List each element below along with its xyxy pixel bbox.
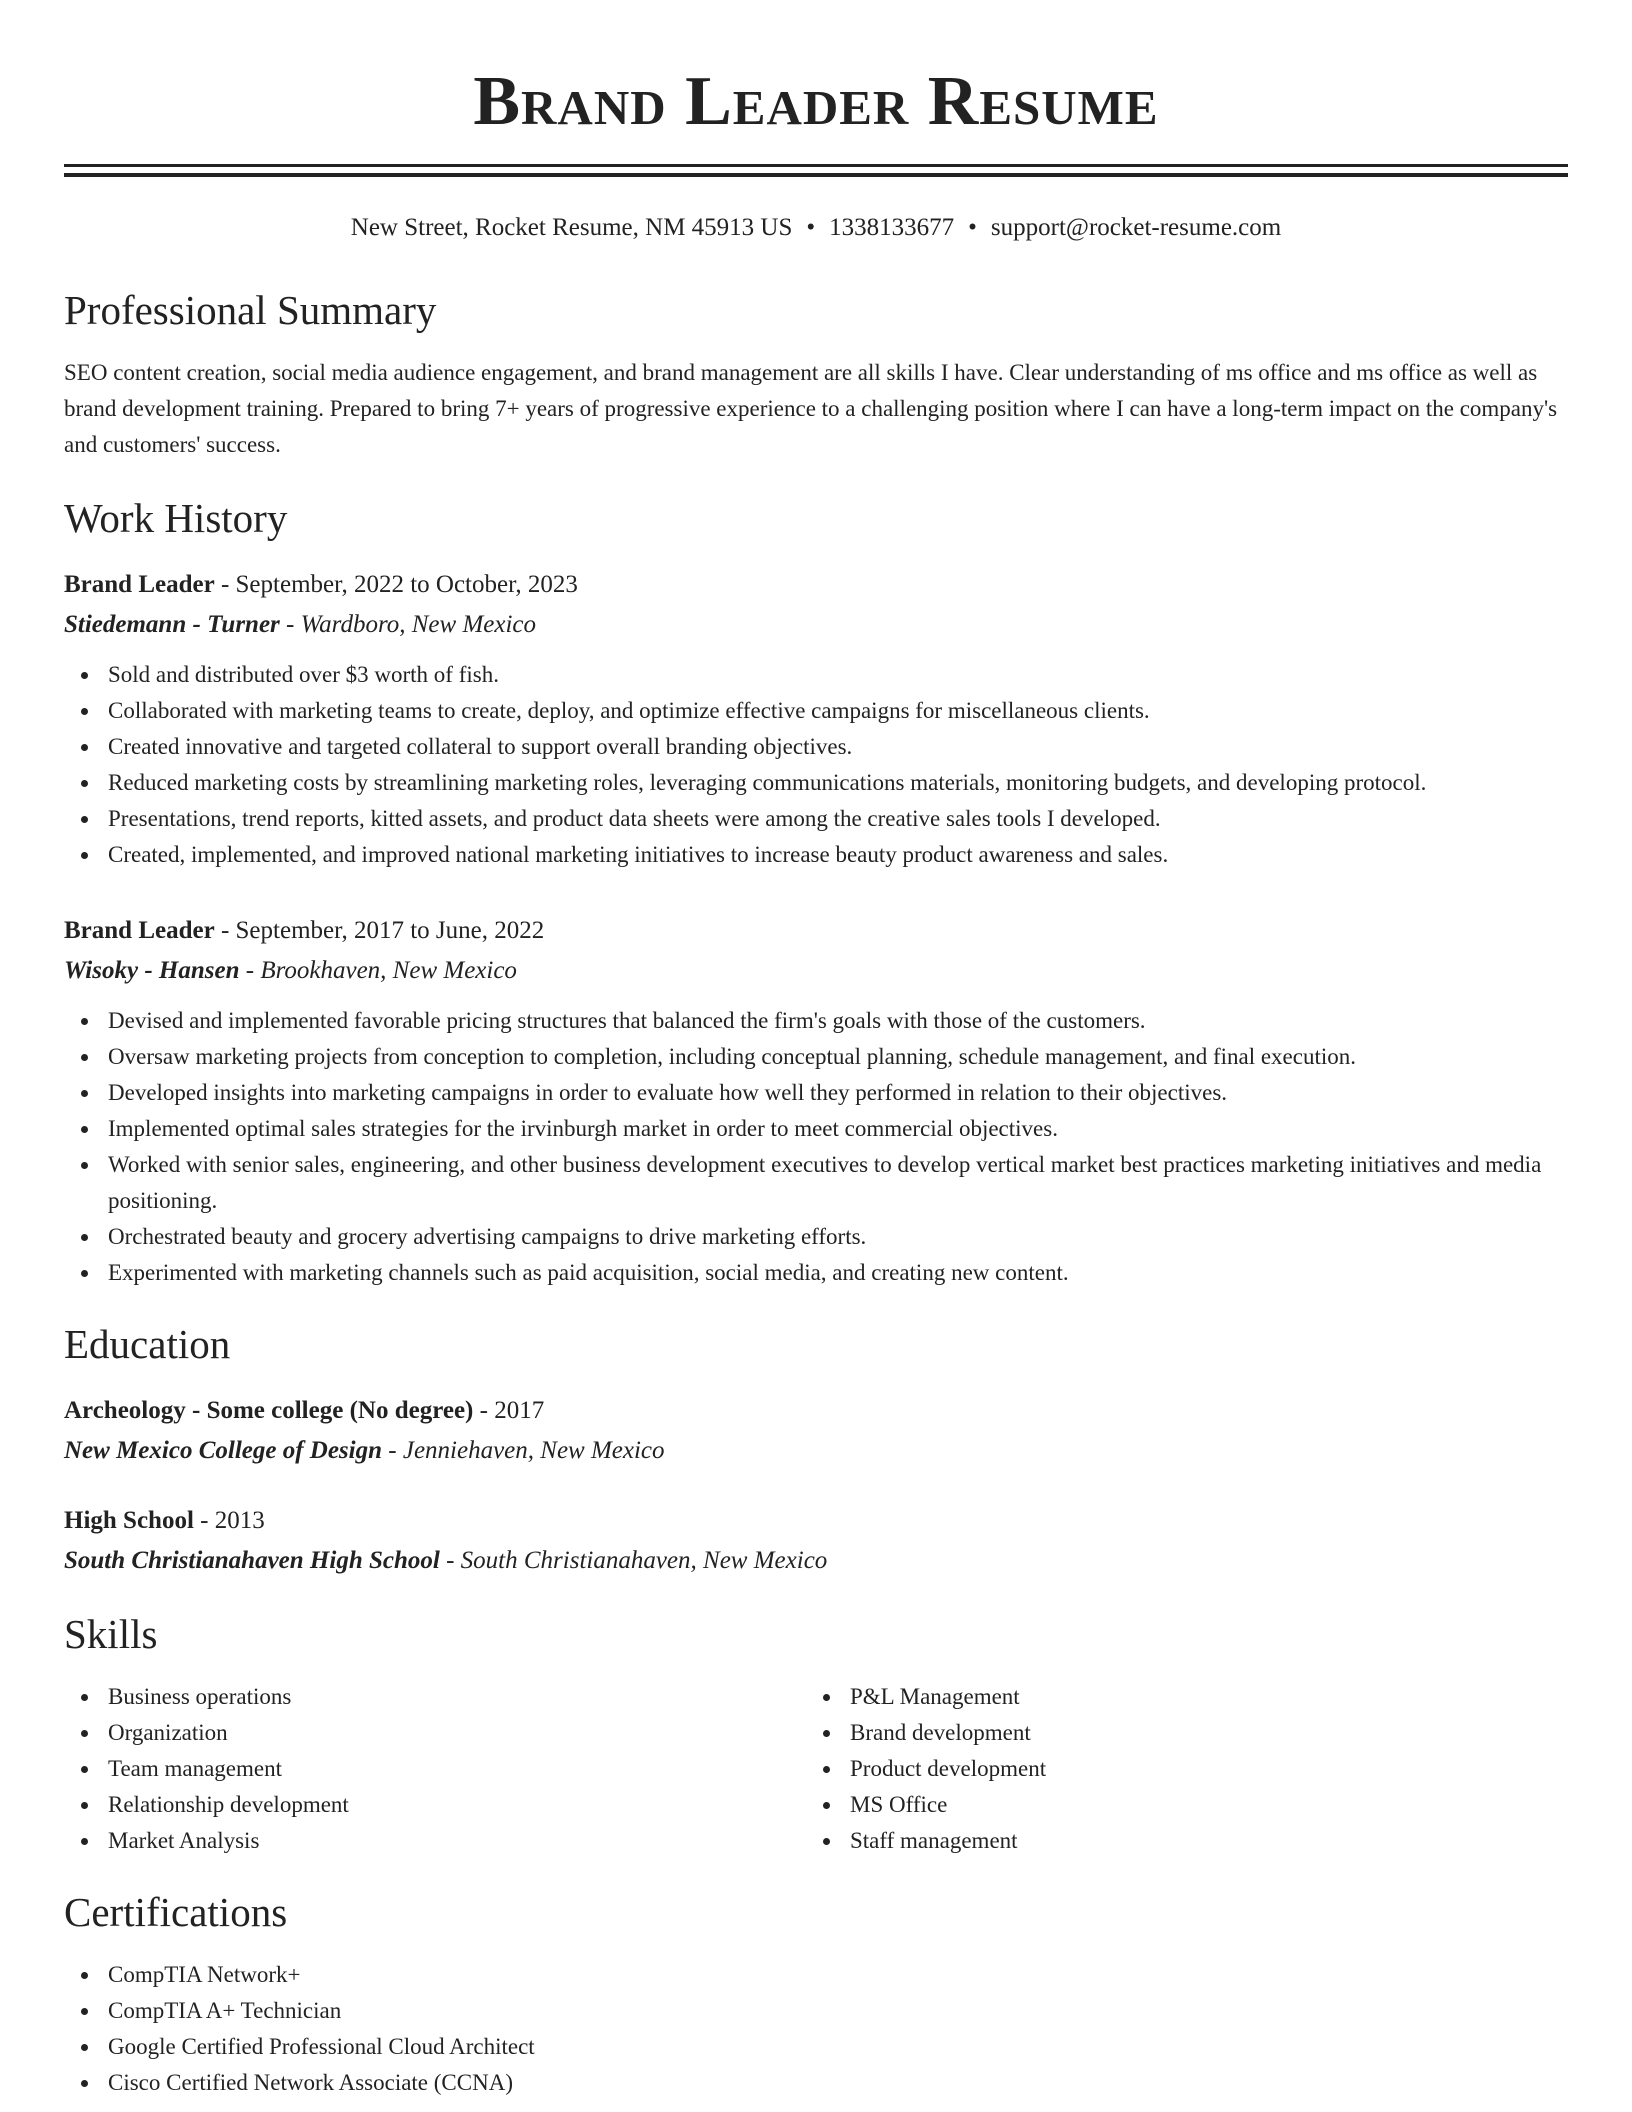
certifications-heading: Certifications xyxy=(64,1889,288,1935)
skill-item: Staff management xyxy=(806,1823,1548,1859)
resume-title: Brand Leader Resume xyxy=(473,63,1159,140)
school-line: New Mexico College of Design - Jenniehaven, New Mexico xyxy=(64,1437,665,1464)
skill-item: P&L Management xyxy=(806,1679,1548,1715)
contact-line xyxy=(64,211,1568,245)
job-title-line: Brand Leader - September, 2022 to October, 2023 xyxy=(64,571,578,598)
skills-grid xyxy=(64,1679,1568,1859)
skill-item: Product development xyxy=(806,1751,1548,1787)
skill-item: Organization xyxy=(64,1715,806,1751)
job-bullet: Orchestrated beauty and grocery advertising campaigns to drive marketing efforts. xyxy=(64,1219,1568,1255)
job-bullet: Implemented optimal sales strategies for the irvinburgh market in order to meet commercial objectives. xyxy=(64,1111,1568,1147)
education-entry xyxy=(64,1391,1568,1471)
skill-item: Team management xyxy=(64,1751,806,1787)
job-entry xyxy=(64,911,1568,1291)
summary-heading: Professional Summary xyxy=(64,287,437,333)
contact-address: New Street, Rocket Resume, NM 45913 US xyxy=(350,214,793,241)
contact-email: support@rocket-resume.com xyxy=(990,214,1282,241)
job-bullet: Worked with senior sales, engineering, and other business development executives to develop vertical market best practices marketing initiatives and media positioning. xyxy=(64,1147,1568,1219)
school-location: South Christianahaven, New Mexico xyxy=(460,1547,828,1574)
certification-item: CompTIA A+ Technician xyxy=(64,1993,1568,2029)
employer-line: Stiedemann - Turner - Wardboro, New Mexico xyxy=(64,611,536,638)
contact-separator: • xyxy=(806,214,816,241)
employer-location: Brookhaven, New Mexico xyxy=(260,957,517,984)
skill-item: Business operations xyxy=(64,1679,806,1715)
skill-item: MS Office xyxy=(806,1787,1548,1823)
job-bullet: Oversaw marketing projects from conception to completion, including conceptual planning, schedule management, and final execution. xyxy=(64,1039,1568,1075)
certification-item: Cisco Certified Network Associate (CCNA) xyxy=(64,2065,1568,2101)
degree-name: High School xyxy=(64,1507,194,1534)
job-dates: September, 2022 to October, 2023 xyxy=(235,571,578,598)
skill-item: Relationship development xyxy=(64,1787,806,1823)
education-heading: Education xyxy=(64,1321,231,1367)
job-bullet: Experimented with marketing channels such as paid acquisition, social media, and creating new content. xyxy=(64,1255,1568,1291)
job-bullet: Presentations, trend reports, kitted assets, and product data sheets were among the creative sales tools I developed. xyxy=(64,801,1568,837)
school-line: South Christianahaven High School - South Christianahaven, New Mexico xyxy=(64,1547,828,1574)
degree-line: Archeology - Some college (No degree) - 2017 xyxy=(64,1397,545,1424)
job-title-line: Brand Leader - September, 2017 to June, 2022 xyxy=(64,917,545,944)
certification-item: Google Certified Professional Cloud Architect xyxy=(64,2029,1568,2065)
employer-name: Stiedemann - Turner xyxy=(64,611,280,638)
school-name: South Christianahaven High School xyxy=(64,1547,440,1574)
certification-item: CompTIA Network+ xyxy=(64,1957,1568,1993)
job-bullet: Devised and implemented favorable pricing structures that balanced the firm's goals with those of the customers. xyxy=(64,1003,1568,1039)
work-history-heading: Work History xyxy=(64,495,288,541)
skill-item: Brand development xyxy=(806,1715,1548,1751)
job-bullet: Created, implemented, and improved national marketing initiatives to increase beauty product awareness and sales. xyxy=(64,837,1568,873)
title-rule-top xyxy=(64,164,1568,167)
job-bullet: Developed insights into marketing campaigns in order to evaluate how well they performed in relation to their objectives. xyxy=(64,1075,1568,1111)
graduation-year: 2013 xyxy=(214,1507,265,1534)
skills-column-left xyxy=(64,1679,806,1859)
job-title: Brand Leader xyxy=(64,571,215,598)
skill-item: Market Analysis xyxy=(64,1823,806,1859)
degree-line: High School - 2013 xyxy=(64,1507,265,1534)
job-bullet: Sold and distributed over $3 worth of fish. xyxy=(64,657,1568,693)
job-dates: September, 2017 to June, 2022 xyxy=(235,917,545,944)
degree-name: Archeology - Some college (No degree) xyxy=(64,1397,474,1424)
job-title: Brand Leader xyxy=(64,917,215,944)
certifications-list xyxy=(64,1957,1568,2101)
job-bullets xyxy=(64,1003,1568,1291)
employer-line: Wisoky - Hansen - Brookhaven, New Mexico xyxy=(64,957,517,984)
summary-text: SEO content creation, social media audience engagement, and brand management are all skills I have. Clear understanding of ms office and ms office as well as brand development training. Prepared to bring 7+ years of progressive experience to a challenging position where I can have a long-term impact on the company's and customers' success. xyxy=(64,360,1558,457)
job-bullet: Reduced marketing costs by streamlining marketing roles, leveraging communications materials, monitoring budgets, and developing protocol. xyxy=(64,765,1568,801)
employer-location: Wardboro, New Mexico xyxy=(300,611,536,638)
school-name: New Mexico College of Design xyxy=(64,1437,383,1464)
contact-separator: • xyxy=(968,214,977,241)
skills-heading: Skills xyxy=(64,1611,158,1657)
contact-phone: 1338133677 xyxy=(829,214,955,241)
title-rule-bottom xyxy=(64,173,1568,177)
graduation-year: 2017 xyxy=(494,1397,545,1424)
employer-name: Wisoky - Hansen xyxy=(64,957,240,984)
school-location: Jenniehaven, New Mexico xyxy=(402,1437,665,1464)
job-bullets xyxy=(64,657,1568,873)
skills-column-right xyxy=(806,1679,1548,1859)
job-entry xyxy=(64,565,1568,873)
job-bullet: Collaborated with marketing teams to create, deploy, and optimize effective campaigns for miscellaneous clients. xyxy=(64,693,1568,729)
education-entry xyxy=(64,1501,1568,1581)
job-bullet: Created innovative and targeted collateral to support overall branding objectives. xyxy=(64,729,1568,765)
